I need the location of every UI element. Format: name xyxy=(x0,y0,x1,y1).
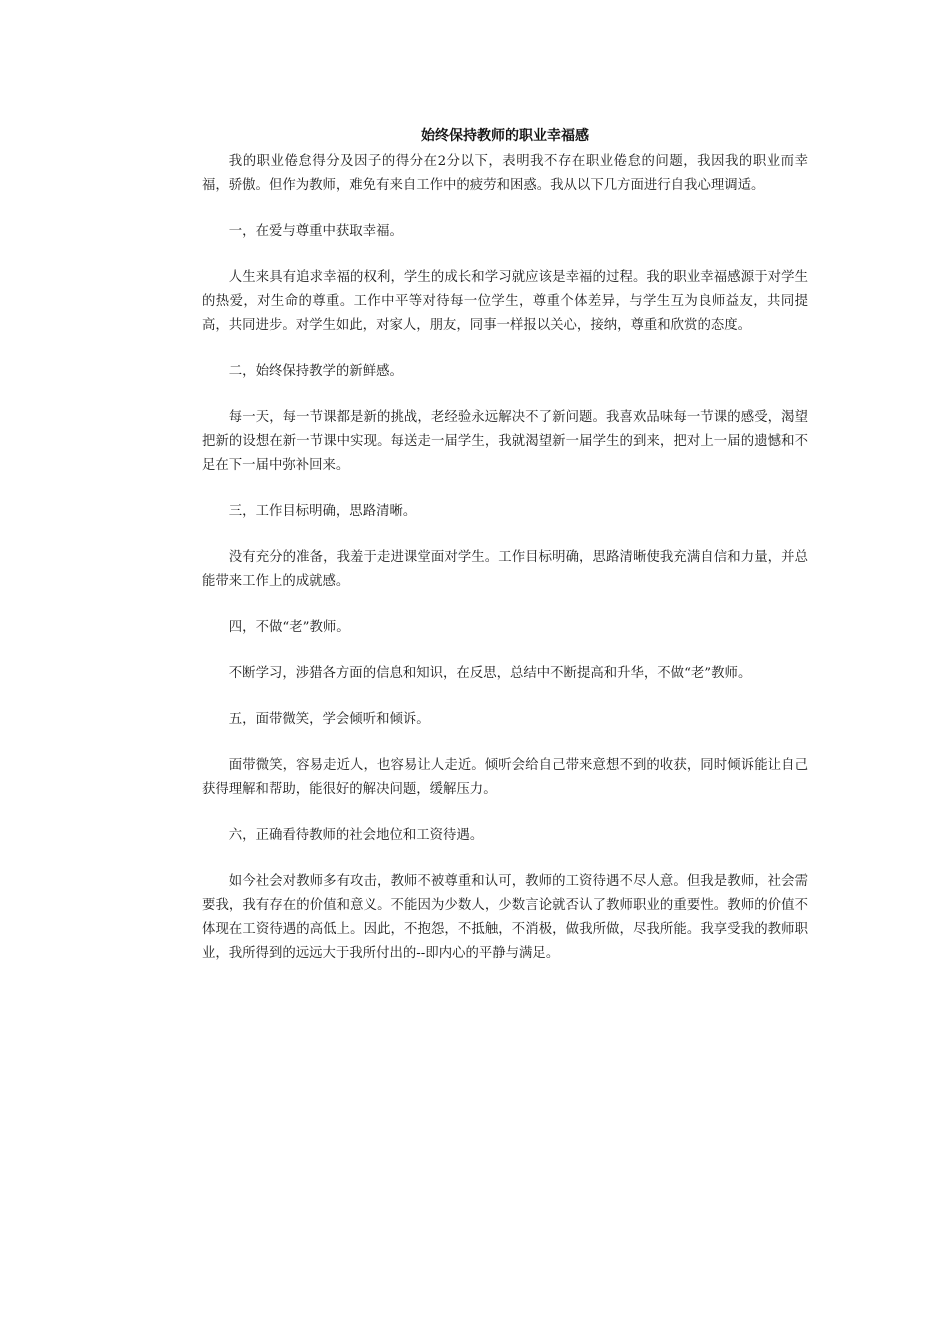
document-title: 始终保持教师的职业幸福感 xyxy=(421,128,589,144)
section-4 xyxy=(202,616,808,686)
section-body: 如今社会对教师多有攻击，教师不被尊重和认可，教师的工资待遇不尽人意。但我是教师，社会需要我，我有存在的价值和意义。不能因为少数人，少数言论就否认了教师职业的重要性。教师的价值不体现在工资待遇的高低上。因此，不抱怨，不抵触，不消极，做我所做，尽我所能。我享受我的教师职业，我所得到的远远大于我所付出的--即内心的平静与满足。 xyxy=(202,874,808,961)
intro-paragraph: 我的职业倦怠得分及因子的得分在2分以下，表明我不存在职业倦怠的问题，我因我的职业而幸福，骄傲。但作为教师，难免有来自工作中的疲劳和困惑。我从以下几方面进行自我心理调适。 xyxy=(202,154,808,193)
section-body: 每一天，每一节课都是新的挑战，老经验永远解决不了新问题。我喜欢品味每一节课的感受，渴望把新的设想在新一节课中实现。每送走一届学生，我就渴望新一届学生的到来，把对上一届的遗憾和不足在下一届中弥补回来。 xyxy=(202,410,808,473)
section-heading: 四，不做“老”教师。 xyxy=(228,620,350,635)
section-body: 没有充分的准备，我羞于走进课堂面对学生。工作目标明确，思路清晰使我充满自信和力量，并总能带来工作上的成就感。 xyxy=(202,550,808,589)
section-heading: 五，面带微笑，学会倾听和倾诉。 xyxy=(228,712,430,727)
section-heading: 三，工作目标明确，思路清晰。 xyxy=(228,504,417,519)
section-3 xyxy=(202,500,808,594)
section-heading: 一，在爱与尊重中获取幸福。 xyxy=(228,224,403,239)
section-heading: 二，始终保持教学的新鲜感。 xyxy=(228,364,403,379)
document-page xyxy=(202,126,808,966)
section-body: 人生来具有追求幸福的权利，学生的成长和学习就应该是幸福的过程。我的职业幸福感源于对学生的热爱，对生命的尊重。工作中平等对待每一位学生，尊重个体差异，与学生互为良师益友，共同提高，共同进步。对学生如此，对家人，朋友，同事一样报以关心，接纳，尊重和欣赏的态度。 xyxy=(202,270,808,333)
section-5 xyxy=(202,708,808,802)
section-1 xyxy=(202,220,808,338)
section-body: 面带微笑，容易走近人，也容易让人走近。倾听会给自己带来意想不到的收获，同时倾诉能让自己获得理解和帮助，能很好的解决问题，缓解压力。 xyxy=(202,758,808,797)
section-6 xyxy=(202,824,808,966)
section-heading: 六，正确看待教师的社会地位和工资待遇。 xyxy=(228,828,484,843)
section-2 xyxy=(202,360,808,478)
section-body: 不断学习，涉猎各方面的信息和知识，在反思，总结中不断提高和升华，不做“老”教师。 xyxy=(228,666,752,681)
